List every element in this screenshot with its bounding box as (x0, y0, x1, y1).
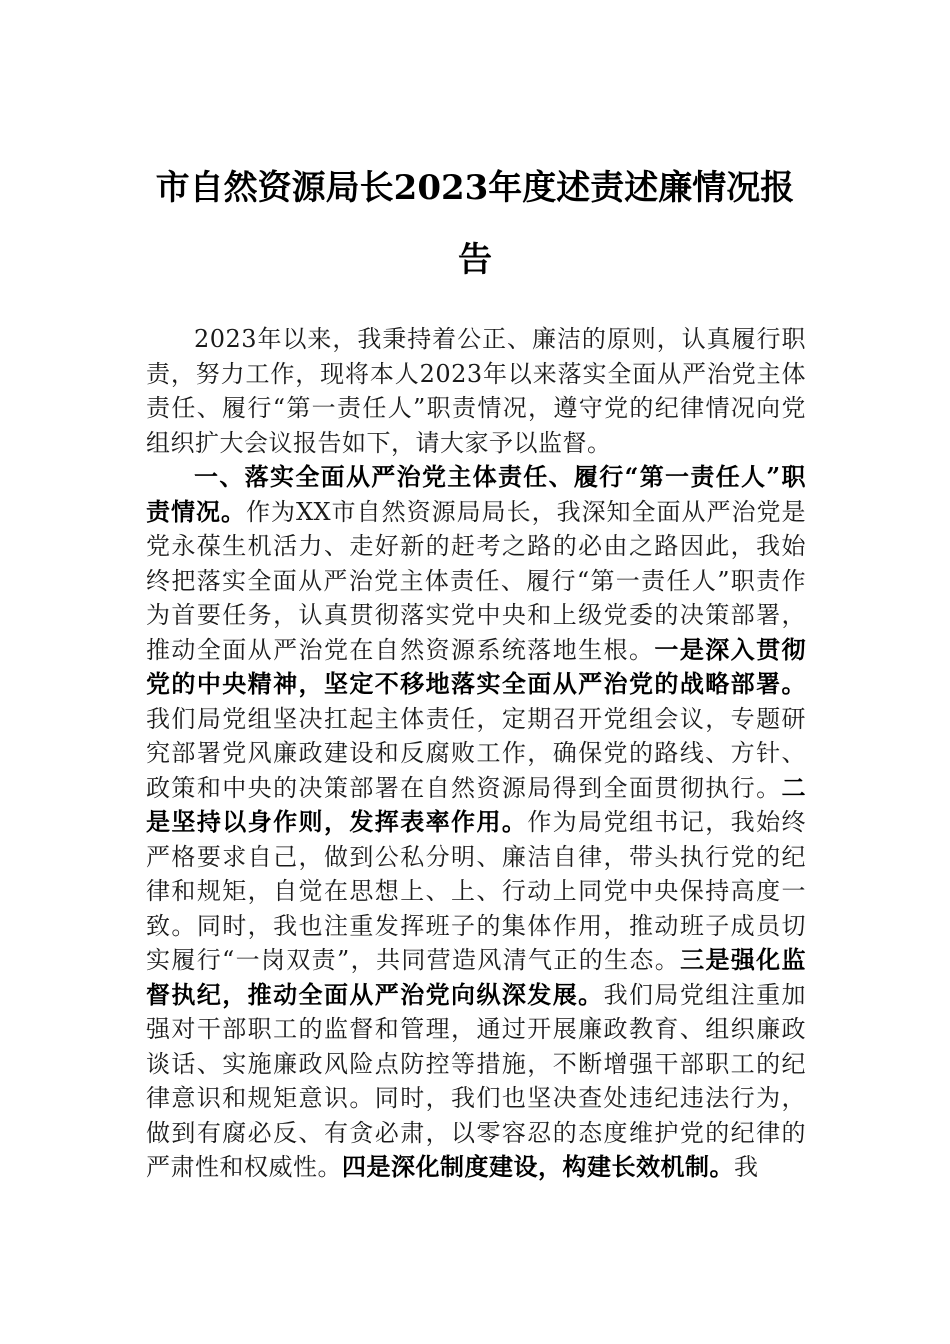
point-1-heading: 一是深入贯彻党的中央精神，坚定不移地落实全面从严治党的战略部署。 (146, 634, 807, 698)
point-4-heading: 四是深化制度建设，构建长效机制。 (342, 1152, 734, 1181)
title-line-1: 市自然资源局长2023年度述责述廉情况报 (155, 168, 795, 208)
point-3-text: 我们局党组注重加强对干部职工的监督和管理，通过开展廉政教育、组织廉政谈话、实施廉政风险点防控等措施，不断增强干部职工的纪律意识和规矩意识。同时，我们也坚决查处违纪违法行为，做到有腐必反、有贪必肃，以零容忍的态度维护党的纪律的严肃性和权威性。 (146, 980, 807, 1181)
point-3-heading: 三是强化监督执纪，推动全面从严治党向纵深发展。 (146, 945, 807, 1009)
point-4-text: 我 (734, 1153, 759, 1181)
title-line-2: 告 (458, 240, 492, 280)
point-2-text: 作为局党组书记，我始终严格要求自己，做到公私分明、廉洁自律，带头执行党的纪律和规矩，自觉在思想上、上、行动上同党中央保持高度一致。同时，我也注重发挥班子的集体作用，推动班子成员切实履行“一岗双责”，共同营造风清气正的生态。 (146, 808, 807, 974)
intro-text: 2023年以来，我秉持着公正、廉洁的原则，认真履行职责，努力工作，现将本人2023年以来落实全面从严治党主体责任、履行“第一责任人”职责情况，遵守党的纪律情况向党组织扩大会议报告如下，请大家予以监督。 (146, 325, 806, 457)
section-1-heading: 一、落实全面从严治党主体责任、履行“第一责任人”职责情况。 (146, 462, 806, 526)
section-1-text: 作为XX市自然资源局局长，我深知全面从严治党是党永葆生机活力、走好新的赶考之路的必由之路因此，我始终把落实全面从严治党主体责任、履行“第一责任人”职责作为首要任务，认真贯彻落实党中央和上级党委的决策部署，推动全面从严治党在自然资源系统落地生根。 (146, 497, 807, 664)
point-2-heading: 二是坚持以身作则，发挥表率作用。 (146, 772, 806, 836)
document-body (146, 322, 806, 1185)
document-title (140, 152, 810, 296)
section-1-paragraph (146, 460, 806, 1185)
point-1-text: 我们局党组坚决扛起主体责任，定期召开党组会议，专题研究部署党风廉政建设和反腐败工作，确保党的路线、方针、政策和中央的决策部署在自然资源局得到全面贯彻执行。 (146, 704, 806, 802)
intro-paragraph (146, 322, 806, 460)
